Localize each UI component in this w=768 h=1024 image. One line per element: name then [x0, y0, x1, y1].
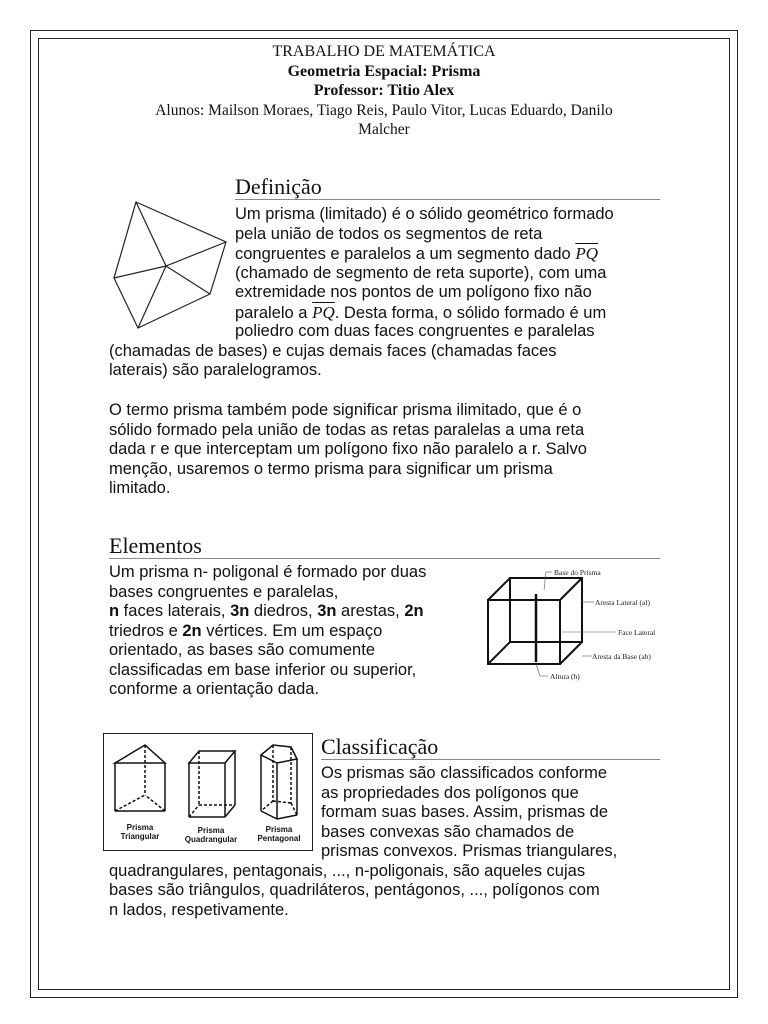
- elementos-text: diedros,: [249, 602, 318, 620]
- prism-wireframe-figure: [112, 200, 228, 330]
- header-subject: Geometria Espacial: Prisma: [287, 62, 481, 80]
- elementos-line: orientado, as bases são comumente: [109, 641, 375, 659]
- header-students-cont: Malcher: [358, 120, 410, 138]
- elementos-text: arestas,: [336, 602, 405, 620]
- label-prisma-pentagonal-1: Prisma: [265, 825, 293, 834]
- segment-pq: $\overline{PQ}$: [575, 244, 598, 263]
- definicao-line: pela união de todos os segmentos de reta: [235, 224, 543, 243]
- definicao-line-text: congruentes e paralelos a um segmento dado: [235, 245, 576, 263]
- definicao-line: poliedro com duas faces congruentes e paralelas: [235, 322, 595, 340]
- definicao-p2-line: limitado.: [109, 479, 171, 497]
- label-altura: Altura (h): [550, 672, 580, 681]
- definicao-p2-line: menção, usaremos o termo prisma para significar um prisma: [109, 459, 553, 478]
- bold-term: n: [109, 602, 120, 620]
- label-aresta-da-base: Aresta da Base (ab): [592, 652, 651, 661]
- elementos-line: classificadas em base inferior ou superior,: [109, 660, 417, 679]
- definicao-line: laterais) são paralelogramos.: [109, 361, 322, 379]
- label-base-do-prisma: Base do Prisma: [554, 568, 601, 577]
- elementos-text: triedros e: [109, 621, 183, 640]
- label-prisma-pentagonal-2: Pentagonal: [257, 834, 301, 843]
- classificacao-line: n lados, respetivamente.: [109, 900, 289, 919]
- elementos-text: vértices. Em um espaço: [201, 621, 383, 640]
- label-prisma-quadrangular-2: Quadrangular: [184, 835, 238, 844]
- label-face-lateral: Face Lateral: [618, 628, 656, 637]
- definicao-line: [235, 303, 606, 324]
- classificacao-line: bases são triângulos, quadriláteros, pentágonos, ..., polígonos com: [109, 881, 600, 899]
- section-title-definicao: Definição: [235, 174, 322, 199]
- section-rule-classificacao: [321, 759, 660, 760]
- document-header: [100, 42, 668, 139]
- section-rule-elementos: [109, 558, 660, 559]
- elementos-line: Um prisma n- poligonal é formado por duas: [109, 563, 427, 581]
- classificacao-line: quadrangulares, pentagonais, ..., n-poligonais, são aqueles cujas: [109, 861, 586, 880]
- classificacao-line: as propriedades dos polígonos que: [321, 783, 579, 802]
- classificacao-line: formam suas bases. Assim, prismas de: [321, 803, 609, 821]
- label-aresta-lateral: Aresta Lateral (al): [595, 598, 650, 607]
- section-rule-definicao: [235, 199, 660, 200]
- definicao-line-text: paralelo a: [235, 303, 313, 322]
- label-prisma-triangular-1: Prisma: [126, 823, 154, 832]
- definicao-line: [235, 244, 598, 265]
- elementos-line: [109, 622, 382, 642]
- elementos-text: faces laterais,: [119, 602, 231, 620]
- prism-types-figure: [103, 733, 313, 851]
- elementos-line: conforme a orientação dada.: [109, 680, 320, 698]
- header-students: Alunos: Mailson Moraes, Tiago Reis, Paulo Vitor, Lucas Eduardo, Danilo: [155, 101, 613, 119]
- header-professor: Professor: Titio Alex: [313, 82, 455, 99]
- definicao-line: (chamado de segmento de reta suporte), com uma: [235, 263, 607, 282]
- classificacao-line: Os prismas são classificados conforme: [321, 764, 608, 782]
- section-title-elementos: Elementos: [109, 533, 202, 558]
- bold-term: 3n: [230, 602, 250, 620]
- elementos-line: bases congruentes e paralelas,: [109, 582, 339, 601]
- elementos-line: [109, 602, 424, 622]
- definicao-p2-line: O termo prisma também pode significar prisma ilimitado, que é o: [109, 401, 582, 419]
- definicao-line: (chamadas de bases) e cujas demais faces (chamadas faces: [109, 341, 557, 360]
- header-title: TRABALHO DE MATEMÁTICA: [272, 43, 496, 60]
- bold-term: 2n: [182, 621, 202, 640]
- section-title-classificacao: Classificação: [321, 734, 439, 759]
- classificacao-line: bases convexas são chamados de: [321, 822, 575, 841]
- segment-pq: $\overline{PQ}$: [312, 302, 335, 322]
- definicao-line: Um prisma (limitado) é o sólido geométrico formado: [235, 205, 614, 223]
- definicao-line: extremidade nos pontos de um polígono fixo não: [235, 283, 592, 301]
- label-prisma-quadrangular-1: Prisma: [197, 826, 225, 835]
- prism-elements-diagram: [484, 566, 694, 686]
- label-prisma-triangular-2: Triangular: [120, 832, 160, 841]
- bold-term: 2n: [404, 602, 424, 620]
- definicao-p2-line: dada r e que interceptam um polígono fixo não paralelo a r. Salvo: [109, 440, 587, 458]
- definicao-p2-line: sólido formado pela união de todas as retas paralelas a uma reta: [109, 420, 585, 439]
- classificacao-line: prismas convexos. Prismas triangulares,: [321, 842, 618, 860]
- definicao-line-text: . Desta forma, o sólido formado é um: [334, 303, 607, 322]
- bold-term: 3n: [317, 602, 337, 620]
